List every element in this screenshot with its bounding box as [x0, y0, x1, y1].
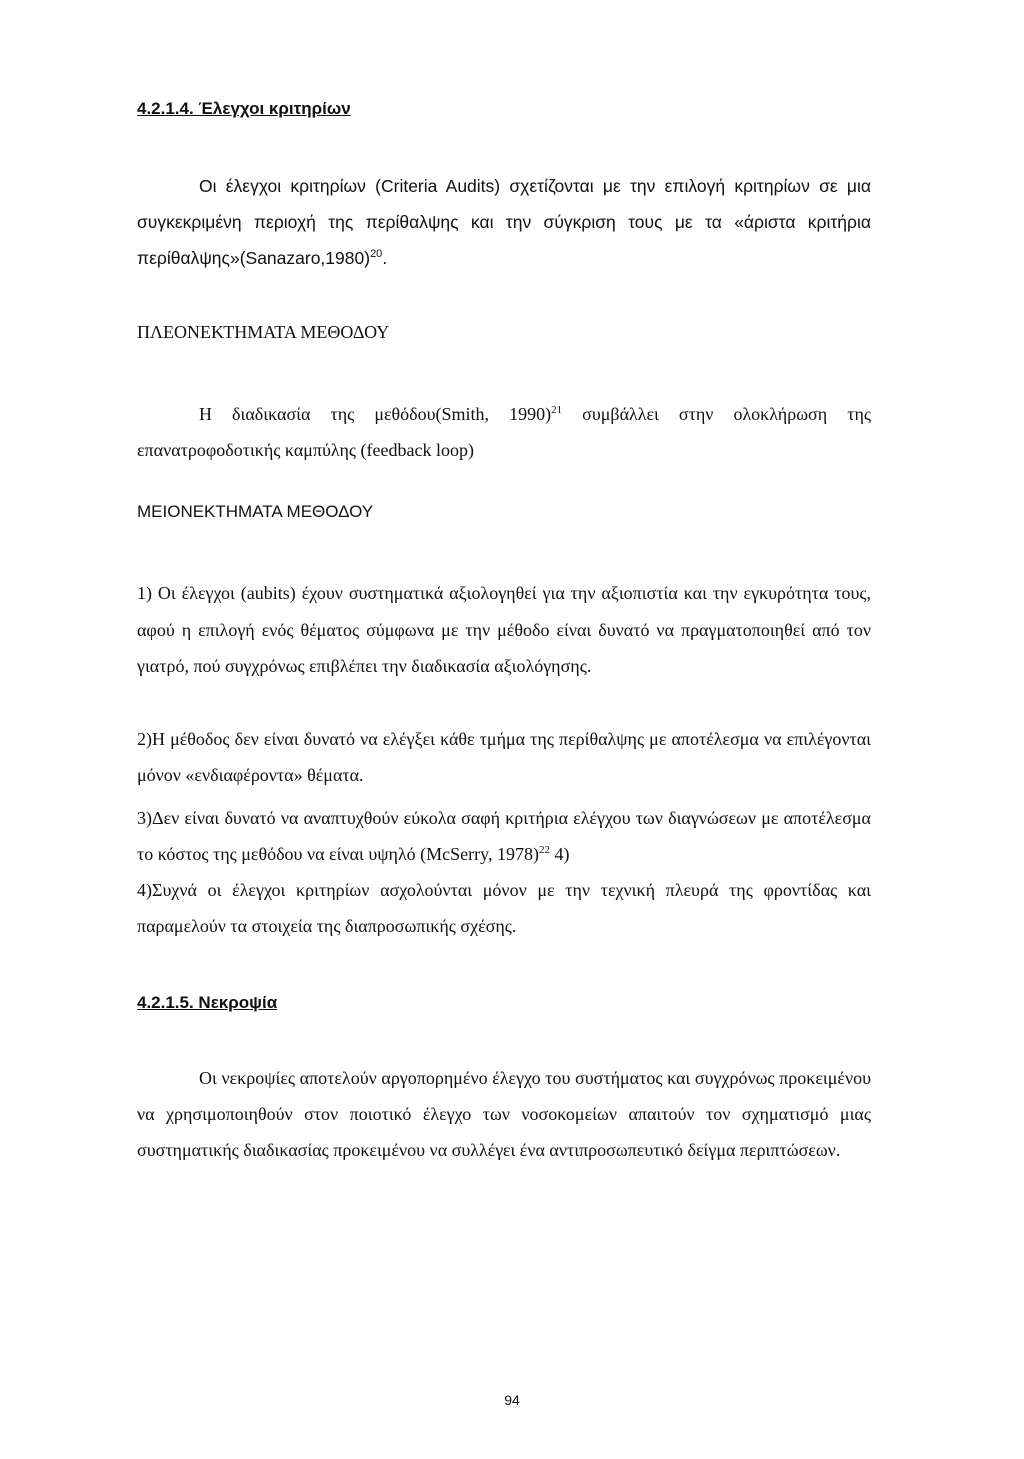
- section-heading-autopsy: 4.2.1.5. Νεκροψία: [137, 993, 278, 1012]
- disadvantages-title: ΜΕΙΟΝΕΚΤΗΜΑΤΑ ΜΕΘΟΔΟΥ: [137, 502, 374, 521]
- disadvantage-3-text: 3)Δεν είναι δυνατό να αναπτυχθούν εύκολα σαφή κριτήρια ελέγχου των διαγνώσεων με αποτέλεσμα το κόστος της μεθόδου να είναι υψηλό (McSerry, 1978): [137, 808, 871, 864]
- autopsy-paragraph: Οι νεκροψίες αποτελούν αργοπορημένο έλεγχο του συστήματος και συγχρόνως προκειμένου να χρησιμοποιηθούν στον ποιοτικό έλεγχο των νοσοκομείων απαιτούν τον σχηματισμό μιας συστηματικής διαδικασίας προκειμένου να συλλέγει ένα αντιπροσωπευτικό δείγμα περιπτώσεων.: [137, 1068, 871, 1160]
- intro-paragraph: [137, 168, 871, 276]
- intro-text: Οι έλεγχοι κριτηρίων (Criteria Audits) σχετίζονται με την επιλογή κριτηρίων σε μια συγκεκριμένη περιοχή της περίθαλψης και την σύγκριση τους με τα «άριστα κριτήρια περίθαλψης»(Sanazaro,1980): [137, 176, 871, 268]
- reference-21: 21: [551, 404, 563, 416]
- disadvantage-3-tail: 4): [549, 844, 570, 864]
- disadvantage-3: [137, 800, 871, 872]
- section-heading-criteria-audits: 4.2.1.4. Έλεγχοι κριτηρίων: [137, 99, 351, 118]
- advantages-title: ΠΛΕΟΝΕΚΤΗΜΑΤΑ ΜΕΘΟΔΟΥ: [137, 322, 390, 342]
- advantages-text-end: συμβάλλει στην ολοκλήρωση της επανατροφοδοτικής καμπύλης (feedback loop): [137, 404, 871, 460]
- advantages-paragraph: [137, 396, 871, 468]
- reference-22: 22: [538, 844, 550, 856]
- reference-20: 20: [370, 248, 383, 261]
- intro-end: .: [382, 248, 388, 268]
- disadvantage-2: 2)Η μέθοδος δεν είναι δυνατό να ελέγξει κάθε τμήμα της περίθαλψης με αποτέλεσμα να επιλέγονται μόνον «ενδιαφέροντα» θέματα.: [137, 729, 871, 785]
- disadvantage-4: 4)Συχνά οι έλεγχοι κριτηρίων ασχολούνται μόνον με την τεχνική πλευρά της φροντίδας και παραμελούν τα στοιχεία της διαπροσωπικής σχέσης.: [137, 880, 871, 936]
- advantages-text-start: Η διαδικασία της μεθόδου(Smith, 1990): [199, 404, 552, 424]
- disadvantage-1: 1) Οι έλεγχοι (aubits) έχουν συστηματικά αξιολογηθεί για την αξιοπιστία και την εγκυρότητα τους, αφού η επιλογή ενός θέματος σύμφωνα με την μέθοδο είναι δυνατό να πραγματοποιηθεί από τον γιατρό, πού συγχρόνως επιβλέπει την διαδικασία αξιολόγησης.: [137, 583, 871, 676]
- page-number: 94: [504, 1392, 520, 1408]
